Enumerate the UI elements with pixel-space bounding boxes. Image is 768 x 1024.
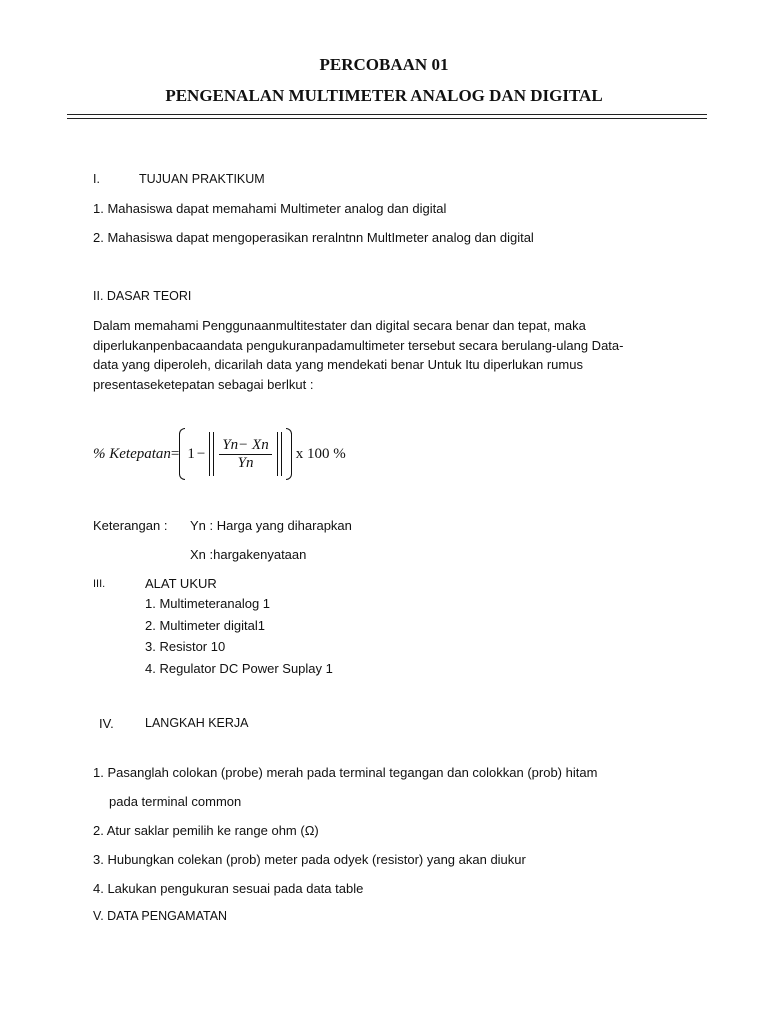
formula-fraction [219,437,271,472]
formula-numerator: Yn− Xn [219,437,271,455]
section-1-number: I. [93,172,100,186]
section-3-number: III. [93,578,106,590]
section-2-heading: II. DASAR TEORI [93,289,192,303]
theory-line-1: Dalam memahami Penggunaanmultitestater dan digital secara benar dan tepat, maka [93,318,586,333]
document-subtitle: PENGENALAN MULTIMETER ANALOG DAN DIGITAL [165,86,603,105]
formula-abs-right [277,432,282,476]
theory-line-2: diperlukanpenbacaandata pengukuranpadamultimeter tersebut secara berulang-ulang Data- [93,337,624,353]
theory-paragraph [93,316,674,394]
procedure-step-3: 3. Hubungkan colekan (prob) meter pada odyek (resistor) yang akan diukur [93,852,526,867]
xn-definition: Xn :hargakenyataan [190,547,307,562]
document-title: PERCOBAAN 01 [319,55,449,74]
accuracy-formula [93,428,346,480]
section-4-heading: LANGKAH KERJA [145,716,249,730]
formula-lhs: % Ketepatan [93,445,171,462]
title-rule-top [67,114,707,115]
theory-line-4: presentaseketepatan sebagai berlkut : [93,376,314,392]
procedure-step-1: 1. Pasanglah colokan (probe) merah pada terminal tegangan dan colokkan (prob) hitam [93,765,598,780]
formula-left-paren [179,428,185,480]
section-4-number: IV. [99,716,114,731]
equipment-item-1: 1. Multimeteranalog 1 [145,596,271,611]
formula-equals: = [170,445,180,462]
formula-right-paren [286,428,292,480]
procedure-step-4: 4. Lakukan pengukuran sesuai pada data table [93,881,364,896]
formula-abs-left [209,432,214,476]
formula-denominator: Yn [237,454,254,471]
formula-multiplier: x 100 % [295,445,346,462]
section-3-heading: ALAT UKUR [145,576,217,591]
keterangan-label: Keterangan : [93,518,168,533]
equipment-item-2: 2. Multimeter digital1 [145,618,265,633]
yn-definition: Yn : Harga yang diharapkan [190,518,352,533]
equipment-item-3: 3. Resistor 10 [145,639,226,654]
equipment-item-4: 4. Regulator DC Power Suplay 1 [145,661,333,676]
title-rule-bottom [67,118,707,119]
theory-line-3: data yang diperoleh, dicarilah data yang mendekati benar Untuk Itu diperlukan rumus [93,357,583,372]
objective-item-2: 2. Mahasiswa dapat mengoperasikan reralntnn MultImeter analog dan digital [93,230,534,245]
formula-one: 1 [187,445,195,462]
objective-item-1: 1. Mahasiswa dapat memahami Multimeter analog dan digital [93,201,447,216]
procedure-step-2: 2. Atur saklar pemilih ke range ohm (Ω) [93,823,319,838]
section-1-heading: TUJUAN PRAKTIKUM [139,172,265,186]
formula-minus: − [196,445,206,462]
procedure-step-1-continued: pada terminal common [109,794,242,809]
section-5-heading: V. DATA PENGAMATAN [93,909,228,923]
